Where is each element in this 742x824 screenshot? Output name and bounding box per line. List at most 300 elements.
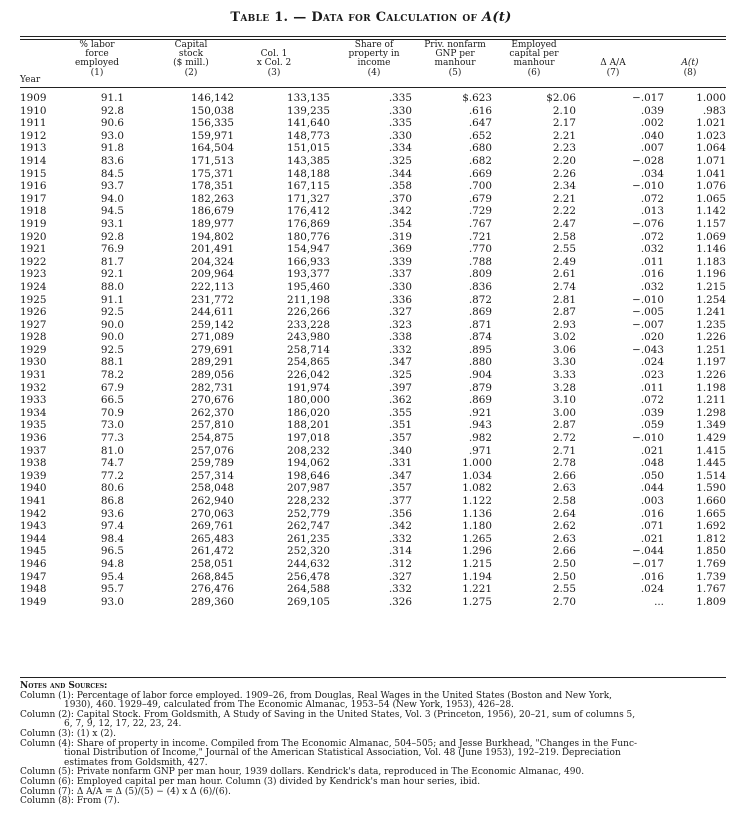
data-cell: 97.4 (100, 520, 124, 533)
data-cell: 186,020 (287, 406, 330, 419)
data-cell: .943 (468, 419, 492, 432)
data-cell: 1.023 (696, 129, 726, 142)
year-cell: 1936 (20, 432, 47, 445)
data-cell: −.010 (632, 293, 664, 306)
data-cell: 1.215 (696, 280, 726, 293)
data-cell: 2.72 (552, 432, 576, 445)
notes-and-sources (20, 682, 726, 807)
header-c1-line: employed (74, 58, 120, 69)
year-cell: 1923 (20, 268, 47, 281)
data-cell: 175,371 (191, 167, 234, 180)
data-cell: 195,460 (287, 280, 330, 293)
data-cell: 2.34 (552, 180, 576, 193)
data-cell: .013 (640, 205, 664, 218)
data-cell: 77.3 (100, 432, 124, 445)
table-row (20, 432, 726, 445)
data-cell: .680 (468, 142, 492, 155)
data-cell: 252,779 (287, 507, 330, 520)
data-cell: 1.211 (696, 394, 726, 407)
data-cell: 148,188 (287, 167, 330, 180)
year-cell: 1934 (20, 406, 47, 419)
data-cell: .338 (388, 331, 412, 344)
data-cell: .358 (388, 180, 412, 193)
header-c4-line: Share of (354, 40, 394, 50)
data-cell: 92.5 (100, 343, 124, 356)
data-cell: .377 (388, 495, 412, 507)
table-row (20, 344, 726, 357)
year-cell: 1921 (20, 243, 47, 256)
data-cell: 259,789 (191, 457, 234, 470)
data-cell: .314 (388, 545, 412, 558)
table-row (20, 571, 726, 584)
data-cell: 90.0 (100, 331, 124, 344)
data-cell: .770 (468, 243, 492, 256)
table-row (20, 558, 726, 571)
header-c3-line: x Col. 2 (256, 58, 292, 69)
data-cell: 1.514 (696, 469, 726, 482)
data-cell: −.017 (632, 557, 664, 570)
data-cell: .332 (388, 343, 412, 356)
data-cell: 180,776 (287, 230, 330, 243)
data-cell: .021 (640, 532, 664, 545)
data-cell: .011 (640, 381, 664, 394)
data-cell: 222,113 (191, 280, 234, 293)
header-c2-line: Capital (174, 40, 208, 50)
data-cell: −.010 (632, 180, 664, 193)
year-cell: 1909 (20, 92, 47, 104)
data-cell: 3.06 (552, 343, 576, 356)
header-c5-line: (5) (448, 67, 462, 78)
data-cell: 2.21 (552, 192, 576, 205)
data-cell: .880 (468, 356, 492, 369)
data-cell: .007 (640, 142, 664, 155)
data-cell: −.076 (632, 217, 664, 230)
data-cell: 269,761 (191, 520, 234, 533)
data-cell: 94.0 (100, 192, 124, 205)
data-cell: 93.0 (100, 129, 124, 142)
data-cell: 1.142 (696, 205, 726, 218)
header-c1-line: force (85, 49, 109, 60)
note-line: Column (2): Capital Stock. From Goldsmith, A Study of Saving in the United States, Vol. 3 (Princeton, 1956), 20–21, sum of columns 5, (20, 709, 636, 720)
data-cell: 1.194 (462, 570, 492, 583)
data-cell: .354 (388, 217, 412, 230)
data-cell: .351 (388, 419, 412, 432)
data-cell: 180,000 (287, 394, 330, 407)
year-cell: 1941 (20, 495, 47, 507)
data-cell: .334 (388, 142, 412, 155)
data-cell: .869 (468, 394, 492, 407)
data-cell: 1.349 (696, 419, 726, 432)
data-cell: 1.235 (696, 318, 726, 331)
data-cell: 2.21 (552, 129, 576, 142)
header-c5-line: Priv. nonfarm (424, 40, 486, 50)
data-cell: −.007 (632, 318, 664, 331)
table-row (20, 294, 726, 307)
data-cell: .700 (468, 180, 492, 193)
data-cell: 146,142 (191, 92, 234, 104)
data-cell: .652 (468, 129, 492, 142)
note-continuation: tional Distribution of Income," Journal of the American Statistical Association, Vol. 48 (June 1953), 192–219. Depreciation (64, 748, 621, 759)
data-cell: 91.8 (100, 142, 124, 155)
data-cell: .982 (468, 432, 492, 445)
data-cell: 94.5 (100, 205, 124, 218)
data-cell: .357 (388, 432, 412, 445)
table-row (20, 520, 726, 533)
data-cell: 1.665 (696, 507, 726, 520)
table-title-text: Table 1. — Data for Calculation of (230, 10, 478, 25)
note-continuation: 1930), 460. 1929–49, calculated from The Economic Almanac, 1953–54 (New York, 1953), 426–28. (64, 700, 514, 711)
year-cell: 1932 (20, 381, 47, 394)
data-cell: 3.33 (552, 369, 576, 382)
data-cell: 1.196 (696, 268, 726, 281)
year-cell: 1930 (20, 356, 47, 369)
data-cell: .330 (388, 129, 412, 142)
year-cell: 1928 (20, 331, 47, 344)
data-cell: .327 (388, 306, 412, 319)
data-cell: .325 (388, 154, 412, 167)
data-cell: 1.082 (462, 482, 492, 495)
data-cell: 96.5 (100, 545, 124, 558)
data-cell: 259,142 (191, 318, 234, 331)
header-c5-line: manhour (434, 58, 476, 69)
header-c5 (410, 41, 500, 78)
data-cell: $2.06 (546, 92, 576, 104)
table-row (20, 130, 726, 143)
year-cell: 1913 (20, 142, 47, 155)
data-cell: 93.6 (100, 507, 124, 520)
data-cell: 2.61 (552, 268, 576, 281)
data-cell: 262,747 (287, 520, 330, 533)
data-cell: 1.221 (462, 583, 492, 596)
data-cell: 176,869 (287, 217, 330, 230)
data-cell: 244,611 (191, 306, 234, 319)
data-cell: 2.10 (552, 104, 576, 117)
data-cell: 243,980 (287, 331, 330, 344)
data-cell: 1.064 (696, 142, 726, 155)
data-cell: 258,714 (287, 343, 330, 356)
data-cell: 171,513 (191, 154, 234, 167)
data-cell: 276,476 (191, 583, 234, 596)
data-cell: 78.2 (100, 369, 124, 382)
data-cell: .323 (388, 318, 412, 331)
table-row (20, 117, 726, 130)
data-cell: 226,042 (287, 369, 330, 382)
data-cell: 81.0 (100, 444, 124, 457)
data-cell: 1.850 (696, 545, 726, 558)
header-c8-line: A(t) (681, 58, 699, 69)
data-cell: .050 (640, 469, 664, 482)
data-cell: 2.58 (552, 230, 576, 243)
data-cell: 80.6 (100, 482, 124, 495)
header-c7-line: Δ A/A (600, 58, 626, 69)
data-cell: 159,971 (191, 129, 234, 142)
data-cell: .330 (388, 280, 412, 293)
data-cell: 93.7 (100, 180, 124, 193)
data-cell: 2.17 (552, 117, 576, 130)
table-row (20, 256, 726, 269)
year-cell: 1922 (20, 255, 47, 268)
header-c3 (229, 50, 319, 78)
data-cell: 1.812 (696, 532, 726, 545)
header-c7-line: (7) (606, 67, 620, 78)
data-cell: 3.10 (552, 394, 576, 407)
data-cell: .332 (388, 583, 412, 596)
table-row (20, 281, 726, 294)
data-cell: 67.9 (100, 381, 124, 394)
data-cell: 256,478 (287, 570, 330, 583)
note-line: Column (1): Percentage of labor force employed. 1909–26, from Douglas, Real Wages in the United States (Boston and New York, (20, 690, 613, 701)
data-cell: .020 (640, 331, 664, 344)
data-cell: −.044 (632, 545, 664, 558)
table-row (20, 218, 726, 231)
data-cell: 2.63 (552, 482, 576, 495)
data-cell: .971 (468, 444, 492, 457)
year-cell: 1918 (20, 205, 47, 218)
data-cell: 88.1 (100, 356, 124, 369)
data-cell: 197,018 (287, 432, 330, 445)
data-cell: 1.034 (462, 469, 492, 482)
data-cell: 271,089 (191, 331, 234, 344)
data-cell: 167,115 (287, 180, 330, 193)
data-cell: .616 (468, 104, 492, 117)
data-cell: .059 (640, 419, 664, 432)
data-cell: .356 (388, 507, 412, 520)
data-cell: .032 (640, 280, 664, 293)
year-cell: 1925 (20, 293, 47, 306)
data-cell: .016 (640, 507, 664, 520)
data-cell: 2.87 (552, 419, 576, 432)
data-cell: 233,228 (287, 318, 330, 331)
year-cell: 1943 (20, 520, 47, 533)
header-rule (20, 87, 726, 88)
data-cell: .016 (640, 570, 664, 583)
data-cell: .336 (388, 293, 412, 306)
data-cell: 3.28 (552, 381, 576, 394)
data-cell: 2.55 (552, 243, 576, 256)
data-cell: 2.55 (552, 583, 576, 596)
table-row (20, 180, 726, 193)
data-cell: 143,385 (287, 154, 330, 167)
year-cell: 1920 (20, 230, 47, 243)
data-cell: .869 (468, 306, 492, 319)
table-row (20, 545, 726, 558)
data-cell: 1.198 (696, 381, 726, 394)
data-cell: 289,291 (191, 356, 234, 369)
data-cell: 254,865 (287, 356, 330, 369)
data-cell: 73.0 (100, 419, 124, 432)
year-cell: 1935 (20, 419, 47, 432)
data-cell: .347 (388, 356, 412, 369)
data-cell: 231,772 (191, 293, 234, 306)
note-continuation: 6, 7, 9, 12, 17, 22, 23, 24. (64, 719, 182, 730)
data-cell: 2.20 (552, 154, 576, 167)
data-cell: 139,235 (287, 104, 330, 117)
data-cell: 3.02 (552, 331, 576, 344)
data-cell: .021 (640, 444, 664, 457)
data-cell: .879 (468, 381, 492, 394)
data-cell: 262,940 (191, 495, 234, 507)
data-cell: 1.265 (462, 532, 492, 545)
header-c6-line: (6) (527, 67, 541, 78)
header-year: Year (20, 75, 41, 85)
data-cell: 70.9 (100, 406, 124, 419)
data-cell: .904 (468, 369, 492, 382)
data-cell: 264,588 (287, 583, 330, 596)
year-cell: 1946 (20, 557, 47, 570)
data-cell: 2.66 (552, 545, 576, 558)
year-cell: 1938 (20, 457, 47, 470)
data-cell: 228,232 (287, 495, 330, 507)
data-cell: 76.9 (100, 243, 124, 256)
table-row (20, 583, 726, 596)
data-cell: 81.7 (100, 255, 124, 268)
data-cell: −.005 (632, 306, 664, 319)
top-rule (20, 36, 726, 37)
data-cell: 1.692 (696, 520, 726, 533)
data-cell: .872 (468, 293, 492, 306)
data-cell: .044 (640, 482, 664, 495)
data-cell: 2.81 (552, 293, 576, 306)
data-cell: 257,810 (191, 419, 234, 432)
data-cell: 252,320 (287, 545, 330, 558)
year-cell: 1924 (20, 280, 47, 293)
data-cell: 1.739 (696, 570, 726, 583)
table-row (20, 457, 726, 470)
data-cell: 95.4 (100, 570, 124, 583)
data-cell: 257,076 (191, 444, 234, 457)
table-title-variable: A(t) (481, 10, 512, 25)
table-row (20, 495, 726, 508)
data-cell: 279,691 (191, 343, 234, 356)
data-cell: 2.62 (552, 520, 576, 533)
data-cell: .016 (640, 268, 664, 281)
header-c1 (52, 41, 142, 78)
data-cell: 258,051 (191, 557, 234, 570)
note-line: Column (7): Δ A/A = Δ (5)/(5) − (4) x Δ (6)/(6). (20, 786, 231, 797)
year-cell: 1926 (20, 306, 47, 319)
year-cell: 1931 (20, 369, 47, 382)
data-cell: .344 (388, 167, 412, 180)
notes-body (20, 692, 726, 807)
data-cell: 193,377 (287, 268, 330, 281)
data-cell: .729 (468, 205, 492, 218)
header-c3-line: (3) (267, 67, 281, 78)
year-cell: 1929 (20, 343, 47, 356)
data-cell: .767 (468, 217, 492, 230)
data-cell: 164,504 (191, 142, 234, 155)
data-cell: .809 (468, 268, 492, 281)
table-row (20, 142, 726, 155)
data-cell: 92.1 (100, 268, 124, 281)
data-cell: ... (654, 595, 664, 608)
header-c3-line: Col. 1 (260, 49, 288, 60)
year-cell: 1944 (20, 532, 47, 545)
note-continuation: estimates from Goldsmith, 427. (64, 757, 208, 768)
data-cell: 201,491 (191, 243, 234, 256)
data-cell: .032 (640, 243, 664, 256)
data-cell: 84.5 (100, 167, 124, 180)
data-cell: 1.590 (696, 482, 726, 495)
data-cell: .362 (388, 394, 412, 407)
data-cell: 2.78 (552, 457, 576, 470)
data-cell: .071 (640, 520, 664, 533)
data-cell: .788 (468, 255, 492, 268)
year-cell: 1949 (20, 595, 47, 608)
data-table (20, 92, 726, 608)
data-cell: 270,063 (191, 507, 234, 520)
data-cell: 262,370 (191, 406, 234, 419)
data-cell: .983 (702, 104, 726, 117)
data-cell: .003 (640, 495, 664, 507)
data-cell: .721 (468, 230, 492, 243)
bottom-rule (20, 677, 726, 678)
data-cell: 1.226 (696, 369, 726, 382)
table-title (0, 10, 742, 25)
data-cell: 1.226 (696, 331, 726, 344)
data-cell: 141,640 (287, 117, 330, 130)
data-cell: 1.767 (696, 583, 726, 596)
data-cell: 270,676 (191, 394, 234, 407)
data-cell: .340 (388, 444, 412, 457)
data-cell: 1.298 (696, 406, 726, 419)
table-row (20, 92, 726, 105)
year-cell: 1915 (20, 167, 47, 180)
data-cell: 258,048 (191, 482, 234, 495)
data-cell: 74.7 (100, 457, 124, 470)
data-cell: .647 (468, 117, 492, 130)
data-cell: .034 (640, 167, 664, 180)
data-cell: .357 (388, 482, 412, 495)
data-cell: 86.8 (100, 495, 124, 507)
data-cell: .682 (468, 154, 492, 167)
data-cell: 83.6 (100, 154, 124, 167)
data-cell: .342 (388, 205, 412, 218)
data-cell: 189,977 (191, 217, 234, 230)
data-cell: 93.0 (100, 595, 124, 608)
data-cell: 1.157 (696, 217, 726, 230)
year-cell: 1942 (20, 507, 47, 520)
data-cell: 208,232 (287, 444, 330, 457)
data-cell: 211,198 (287, 293, 330, 306)
data-cell: 156,335 (191, 117, 234, 130)
data-cell: 1.275 (462, 595, 492, 608)
table-row (20, 105, 726, 118)
data-cell: 265,483 (191, 532, 234, 545)
data-cell: 182,263 (191, 192, 234, 205)
year-cell: 1939 (20, 469, 47, 482)
data-cell: .072 (640, 230, 664, 243)
data-cell: 1.076 (696, 180, 726, 193)
data-cell: 2.74 (552, 280, 576, 293)
note-line: Column (6): Employed capital per man hour. Column (3) divided by Kendrick's man hour series, ibid. (20, 776, 481, 787)
table-row (20, 231, 726, 244)
data-cell: .369 (388, 243, 412, 256)
data-cell: 1.021 (696, 117, 726, 130)
data-cell: −.017 (632, 92, 664, 104)
table-row (20, 508, 726, 521)
data-cell: .874 (468, 331, 492, 344)
data-cell: 1.136 (462, 507, 492, 520)
data-cell: 282,731 (191, 381, 234, 394)
data-cell: 148,773 (287, 129, 330, 142)
data-cell: 2.87 (552, 306, 576, 319)
year-cell: 1914 (20, 154, 47, 167)
data-cell: 1.251 (696, 343, 726, 356)
data-cell: 2.26 (552, 167, 576, 180)
data-cell: .895 (468, 343, 492, 356)
data-cell: 254,875 (191, 432, 234, 445)
data-cell: 154,947 (287, 243, 330, 256)
